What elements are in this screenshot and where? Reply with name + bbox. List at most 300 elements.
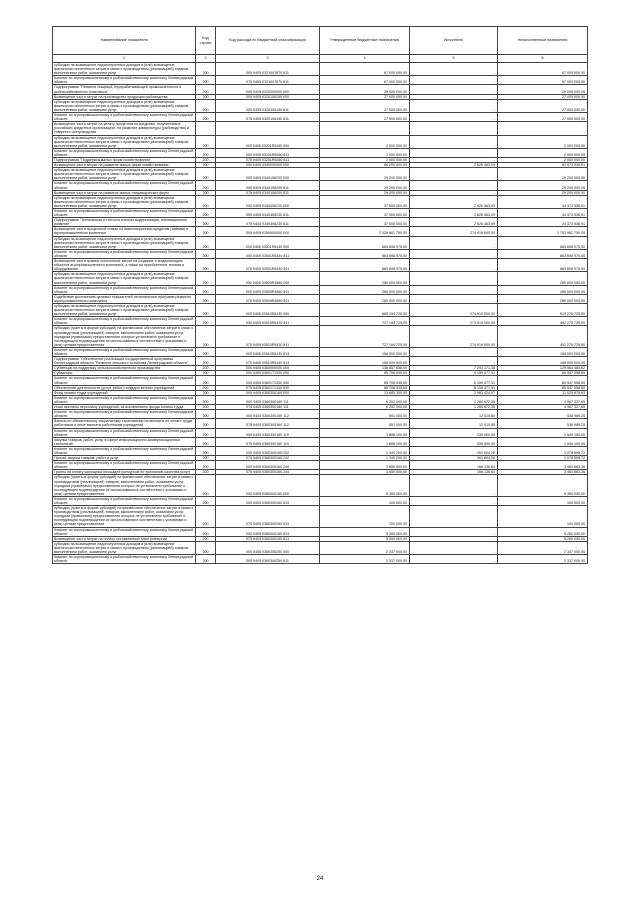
row-kbk: 075 0405 0360300160 813: [216, 536, 320, 541]
table-row: [53, 357, 588, 366]
row-remaining: 280 000 000,00: [498, 294, 588, 303]
row-remaining: 2 000 000,00: [498, 157, 588, 162]
row-code: 200: [196, 168, 216, 181]
table-row: [53, 419, 588, 428]
row-name: Возмещение части затрат на уплату процентов по кредитам, полученным в российских кредитных организациях, на развитие аквакультуры (рыбоводства) и товарного осетроводства: [53, 122, 196, 135]
row-name: субсидии на возмещение недополученных доходов и (или) возмещение фактически понесенных затрат в связи с производством (реализацией) товаров, выполнением работ, оказанием услуг: [53, 99, 196, 112]
row-executed: 5 159 477,31: [410, 371, 498, 376]
row-code: 200: [196, 326, 216, 347]
column-number: 4: [320, 55, 410, 63]
row-code: 200: [196, 437, 216, 446]
row-name: субсидии на возмещение недополученных доходов и (или) возмещение фактически понесенных затрат в связи с производством (реализацией) товаров, выполнением работ, оказанием услуг: [53, 63, 196, 76]
header-executed: Исполнено: [410, 27, 498, 55]
row-remaining: 1 078 595,72: [498, 456, 588, 461]
table-row: [53, 428, 588, 437]
row-code: 200: [196, 527, 216, 536]
row-kbk: 075 0405 0340406230 811: [216, 218, 320, 227]
row-kbk: 000 0405 0360171330 000: [216, 371, 320, 376]
row-name: Подпрограмма "Развитие пищевой, перерабатывающей промышленности и рыбохозяйственного комплекса": [53, 85, 196, 94]
row-remaining: 158 000 000,00: [498, 357, 588, 366]
table-row: [53, 195, 588, 208]
row-code: 200: [196, 94, 216, 99]
row-name: Комитет по агропромышленному и рыбохозяйственному комплексу Ленинградской области: [53, 410, 196, 419]
row-approved: 100 000,00: [320, 506, 410, 527]
table-row: [53, 135, 588, 148]
row-code: 200: [196, 506, 216, 527]
row-approved: 85 706 535,00: [320, 376, 410, 385]
row-name: Комитет по агропромышленному и рыбохозяйственному комплексу Ленинградской области: [53, 285, 196, 294]
row-executed: -: [410, 496, 498, 505]
table-row: [53, 475, 588, 496]
row-code: 200: [196, 236, 216, 249]
row-name: Комитет по агропромышленному и рыбохозяйственному комплексу Ленинградской области: [53, 249, 196, 258]
row-code: [196, 122, 216, 135]
row-code: 200: [196, 195, 216, 208]
row-approved: 280 000 000,00: [320, 285, 410, 294]
row-code: 200: [196, 395, 216, 404]
row-kbk: 000 0405 0340000000 000: [216, 163, 320, 168]
row-kbk: 075 0405 0360300160 111: [216, 405, 320, 410]
row-remaining: 67 000 000,00: [498, 63, 588, 76]
table-row: [53, 317, 588, 326]
row-name: Комитет по агропромышленному и рыбохозяйственному комплексу Ленинградской области: [53, 113, 196, 122]
table-row: [53, 249, 588, 258]
row-code: 200: [196, 496, 216, 505]
row-kbk: 000 0405 0360300160 119: [216, 428, 320, 437]
table-row: [53, 294, 588, 303]
row-approved: 66 200 000,00: [320, 163, 410, 168]
row-code: 200: [196, 541, 216, 554]
row-name: Комитет по агропромышленному и рыбохозяйственному комплексу Ленинградской области: [53, 428, 196, 437]
row-approved: 27 000 000,00: [320, 113, 410, 122]
table-row: [53, 218, 588, 227]
row-code: 200: [196, 181, 216, 190]
row-name: Комитет по агропромышленному и рыбохозяйственному комплексу Ленинградской области: [53, 446, 196, 455]
row-remaining: 27 000 000,00: [498, 99, 588, 112]
row-name: субсидии (гранты в форме субсидий) на финансовое обеспечение затрат в связи с производством (реализацией) товаров, выполнением работ, оказанием услуг, порядком (правилами) предоставления которых не установлено требование о последующем подтверждении их использования в соответствии с условиями и (или) целями предоставления: [53, 506, 196, 527]
row-code: 200: [196, 76, 216, 85]
row-code: 200: [196, 285, 216, 294]
row-approved: 158 000 000,00: [320, 347, 410, 356]
row-executed: 2 626 463,09: [410, 163, 498, 168]
table-row: [53, 181, 588, 190]
row-code: 200: [196, 157, 216, 162]
row-executed: -: [410, 190, 498, 195]
row-executed: 274 919 000,00: [410, 317, 498, 326]
row-name: Фонд оплаты труда учреждений: [53, 390, 196, 395]
row-remaining: 63 573 536,91: [498, 163, 588, 168]
row-remaining: 158 000 000,00: [498, 347, 588, 356]
row-kbk: 000 0405 03505R4560 000: [216, 272, 320, 285]
row-code: 200: [196, 63, 216, 76]
row-code: 200: [196, 555, 216, 564]
row-kbk: 000 0405 0321007870 811: [216, 63, 320, 76]
row-approved: 29 200 000,00: [320, 190, 410, 195]
row-kbk: 000 0405 0320108190 000: [216, 94, 320, 99]
table-row: [53, 437, 588, 446]
row-executed: 339 000,00: [410, 437, 498, 446]
row-kbk: 000 0405 0350000000 000: [216, 227, 320, 236]
row-name: Комитет по агропромышленному и рыбохозяйственному комплексу Ленинградской области: [53, 376, 196, 385]
row-executed: -: [410, 555, 498, 564]
row-name: Комитет по агропромышленному и рыбохозяйственному комплексу Ленинградской области: [53, 347, 196, 356]
row-executed: 274 919 000,00: [410, 303, 498, 316]
row-approved: 67 000 000,00: [320, 76, 410, 85]
row-kbk: 000 0405 0360171330 530: [216, 376, 320, 385]
row-name: Подпрограмма "Обеспечение реализации государственной программы Ленинградской области "Развитие сельского хозяйства Ленинградской области": [53, 357, 196, 366]
row-approved: 280 000 000,00: [320, 272, 410, 285]
row-remaining: 34 373 536,91: [498, 209, 588, 218]
row-code: 200: [196, 259, 216, 272]
row-approved: 2 337 000,00: [320, 541, 410, 554]
row-approved: 2 000 000,00: [320, 148, 410, 157]
header-kbk-code: Код расхода по бюджетной классификации: [216, 27, 320, 55]
row-remaining: 27 000 000,00: [498, 94, 588, 99]
row-code: 200: [196, 376, 216, 385]
row-code: 200: [196, 227, 216, 236]
row-kbk: 000 0405 0360306250 000: [216, 541, 320, 554]
row-remaining: 27 000 000,00: [498, 113, 588, 122]
row-code: 200: [196, 113, 216, 122]
row-kbk: 000 0405 0360300160 242: [216, 446, 320, 455]
row-code: 200: [196, 385, 216, 390]
row-remaining: 80 547 058,69: [498, 376, 588, 385]
table-row: [53, 227, 588, 236]
table-row: [53, 347, 588, 356]
row-name: Комитет по агропромышленному и рыбохозяйственному комплексу Ленинградской области: [53, 209, 196, 218]
row-remaining: 1 078 595,72: [498, 446, 588, 455]
row-executed: -: [410, 236, 498, 249]
row-code: 200: [196, 419, 216, 428]
row-kbk: 000 0405 0320108190 811: [216, 99, 320, 112]
row-remaining: 452 275 725,00: [498, 317, 588, 326]
row-remaining: 3 483 863,36: [498, 470, 588, 475]
row-approved: 863 698 975,00: [320, 236, 410, 249]
table-row: [53, 122, 588, 135]
row-kbk: 075 0405 0360300160 633: [216, 506, 320, 527]
row-kbk: 075 0405 0320108190 811: [216, 113, 320, 122]
row-name: Комитет по агропромышленному и рыбохозяйственному комплексу Ленинградской области: [53, 395, 196, 404]
row-executed: 5 159 477,31: [410, 385, 498, 390]
row-kbk: 075 0405 03501R5440 811: [216, 259, 320, 272]
table-row: [53, 285, 588, 294]
row-approved: 29 200 000,00: [320, 168, 410, 181]
column-number-row: [53, 55, 588, 63]
row-executed: 12 010,80: [410, 410, 498, 419]
row-code: 200: [196, 405, 216, 410]
row-executed: -: [410, 148, 498, 157]
row-approved: 27 000 000,00: [320, 99, 410, 112]
row-kbk: 000 0405 03201R5260 000: [216, 135, 320, 148]
row-name: Комитет по агропромышленному и рыбохозяйственному комплексу Ленинградской области: [53, 317, 196, 326]
row-name: субсидии на возмещение недополученных доходов и (или) возмещение фактически понесенных затрат в связи с производством (реализацией) товаров, выполнением работ, оказанием услуг: [53, 236, 196, 249]
row-code: 200: [196, 446, 216, 455]
row-remaining: 2 000 000,00: [498, 148, 588, 157]
row-approved: 727 194 725,00: [320, 317, 410, 326]
row-remaining: 3 483 863,36: [498, 461, 588, 470]
row-executed: 166 136,64: [410, 461, 498, 470]
row-remaining: [498, 122, 588, 135]
row-kbk: 000 0405 03505R4560 811: [216, 285, 320, 294]
row-approved: 27 000 000,00: [320, 94, 410, 99]
row-executed: 7 293 171,38: [410, 366, 498, 371]
row-approved: 2 028 881 750,00: [320, 227, 410, 236]
row-remaining: 100 000,00: [498, 496, 588, 505]
row-code: 200: [196, 536, 216, 541]
row-approved: 1 888 100,00: [320, 428, 410, 437]
row-kbk: 075 0405 0360300160 242: [216, 456, 320, 461]
row-code: 200: [196, 163, 216, 168]
table-row: [53, 99, 588, 112]
row-approved: 5 360 000,00: [320, 475, 410, 496]
row-executed: -: [410, 168, 498, 181]
header-remaining: Неисполненные назначения: [498, 27, 588, 55]
row-code: 200: [196, 456, 216, 461]
row-remaining: 34 373 536,91: [498, 218, 588, 227]
row-approved: 3 650 000,00: [320, 470, 410, 475]
row-approved: 13 685 300,00: [320, 390, 410, 395]
row-executed: -: [410, 63, 498, 76]
header-row-code: Код строки: [196, 27, 216, 55]
row-name: Гранты на оплату жилищных площадей (конкурсов по признанию качества услуг): [53, 470, 196, 475]
row-name: субсидии на возмещение недополученных доходов и (или) возмещение фактически понесенных затрат в связи с производством (реализацией) товаров, выполнением работ, оказанием услуг: [53, 303, 196, 316]
row-name: Комитет по агропромышленному и рыбохозяйственному комплексу Ленинградской области: [53, 461, 196, 470]
row-remaining: 538 989,20: [498, 419, 588, 428]
table-row: [53, 259, 588, 272]
row-name: Комитет по агропромышленному и рыбохозяйственному комплексу Ленинградской области: [53, 527, 196, 536]
row-code: 200: [196, 461, 216, 470]
row-executed: -: [410, 475, 498, 496]
row-approved: 37 000 000,00: [320, 218, 410, 227]
row-name: субсидии на возмещение недополученных доходов и (или) возмещение фактически понесенных затрат в связи с производством (реализацией) товаров, выполнением работ, оказанием услуг: [53, 272, 196, 285]
row-kbk: 000 0405 03510R5430 811: [216, 317, 320, 326]
row-name: Возмещение части затрат на развитие малых птицеводческих ферм: [53, 190, 196, 195]
row-approved: 67 000 000,00: [320, 63, 410, 76]
row-name: Прочая закупка товаров, работ и услуг: [53, 456, 196, 461]
row-approved: 37 000 000,00: [320, 195, 410, 208]
row-approved: 2 000 000,00: [320, 157, 410, 162]
table-row: [53, 376, 588, 385]
row-code: 200: [196, 249, 216, 258]
row-executed: 2 626 463,09: [410, 209, 498, 218]
row-executed: -: [410, 85, 498, 94]
row-remaining: 67 000 000,00: [498, 76, 588, 85]
row-kbk: 000 0405 03501R5440 811: [216, 249, 320, 258]
row-remaining: 5 260 000,00: [498, 536, 588, 541]
row-code: 200: [196, 99, 216, 112]
table-row: [53, 209, 588, 218]
row-approved: 100 000,00: [320, 496, 410, 505]
column-number: 6: [498, 55, 588, 63]
row-executed: [410, 122, 498, 135]
row-remaining: 34 373 536,91: [498, 195, 588, 208]
row-executed: -: [410, 506, 498, 527]
row-remaining: 863 698 975,00: [498, 249, 588, 258]
row-kbk: 075 0405 0340106200 811: [216, 190, 320, 195]
row-name: Подпрограмма "Техническая и технологическая модернизация, инновационное развитие": [53, 218, 196, 227]
row-name: субсидии на возмещение недополученных доходов и (или) возмещение фактически понесенных затрат в связи с производством (реализацией) товаров, выполнением работ, оказанием услуг: [53, 168, 196, 181]
row-executed: -: [410, 541, 498, 554]
row-name: субсидии на возмещение недополученных доходов и (или) возмещение фактически понесенных затрат в связи с производством (реализацией) товаров, выполнением работ, оказанием услуг: [53, 541, 196, 554]
row-name: субсидии (гранты в форме субсидий) на финансовое обеспечение затрат в связи с производством (реализацией) товаров, выполнением работ, оказанием услуг, порядком (правилами) предоставления которых установлено требование о последующем подтверждении их использования в соответствии с условиями и (или) целями предоставления: [53, 326, 196, 347]
row-code: 200: [196, 218, 216, 227]
row-remaining: 280 000 000,00: [498, 285, 588, 294]
row-remaining: 1 753 962 750,00: [498, 227, 588, 236]
header-indicator-name: Наименование показателя: [53, 27, 196, 55]
row-executed: -: [410, 357, 498, 366]
row-executed: 261 604,28: [410, 446, 498, 455]
row-approved: 1 340 200,00: [320, 456, 410, 461]
row-code: 200: [196, 272, 216, 285]
row-kbk: 000 0405 0360300160 813: [216, 527, 320, 536]
row-executed: -: [410, 285, 498, 294]
row-kbk: 075 0405 0360171330 530: [216, 385, 320, 390]
table-row: [53, 63, 588, 76]
row-kbk: 000 0405 0360300160 112: [216, 410, 320, 419]
table-row: [53, 506, 588, 527]
row-code: 200: [196, 366, 216, 371]
table-row: [53, 236, 588, 249]
row-executed: -: [410, 259, 498, 272]
row-kbk: 075 0405 03510R5430 811: [216, 326, 320, 347]
table-row: [53, 461, 588, 470]
row-remaining: 11 620 875,93: [498, 390, 588, 395]
row-approved: 6 252 000,00: [320, 405, 410, 410]
row-remaining: 29 200 000,00: [498, 168, 588, 181]
row-executed: 261 604,28: [410, 456, 498, 461]
row-name: Содействие достижению целевых показателей региональных программ развития агропромышленного комплекса: [53, 294, 196, 303]
row-executed: -: [410, 113, 498, 122]
row-code: 200: [196, 428, 216, 437]
row-name: Комитет по агропромышленному и рыбохозяйственному комплексу Ленинградской области: [53, 148, 196, 157]
table-row: [53, 395, 588, 404]
row-kbk: [216, 122, 320, 135]
row-kbk: 000 0405 03501R5440 000: [216, 236, 320, 249]
row-approved: 158 000 000,00: [320, 357, 410, 366]
row-executed: 1 284 672,35: [410, 405, 498, 410]
row-remaining: 4 967 327,65: [498, 395, 588, 404]
row-remaining: 2 337 000,00: [498, 541, 588, 554]
row-approved: 85 706 535,00: [320, 385, 410, 390]
row-code: 200: [196, 357, 216, 366]
row-approved: 551 000,00: [320, 410, 410, 419]
row-name: Возмещение части затрат на оплату поставляемой электроэнергии: [53, 536, 196, 541]
row-kbk: 000 0405 0340106200 000: [216, 168, 320, 181]
row-executed: 12 010,80: [410, 419, 498, 428]
row-remaining: 610 275 725,00: [498, 303, 588, 316]
row-remaining: 129 564 484,62: [498, 366, 588, 371]
row-executed: -: [410, 294, 498, 303]
row-kbk: 000 0405 0340106200 811: [216, 181, 320, 190]
row-kbk: 075 0405 03510R5430 813: [216, 357, 320, 366]
row-approved: 3 650 000,00: [320, 461, 410, 470]
row-approved: 863 698 975,00: [320, 259, 410, 272]
row-remaining: 538 989,20: [498, 410, 588, 419]
row-approved: 280 000 000,00: [320, 294, 410, 303]
row-executed: -: [410, 135, 498, 148]
row-remaining: 29 000 000,00: [498, 85, 588, 94]
row-executed: -: [410, 536, 498, 541]
row-code: 200: [196, 390, 216, 395]
table-row: [53, 527, 588, 536]
row-name: субсидии (гранты в форме субсидий) на финансовое обеспечение затрат в связи с производством (реализацией) товаров, выполнением работ, оказанием услуг, порядком (правилами) предоставления которых не установлено требование о последующем подтверждении их использования в соответствии с условиями и (или) целями предоставления: [53, 475, 196, 496]
row-name: Иные выплаты персоналу учреждений, за исключением фонда оплаты труда: [53, 405, 196, 410]
budget-report-sheet: [52, 26, 587, 564]
row-kbk: 075 0405 0360300160 112: [216, 419, 320, 428]
row-remaining: 5 360 000,00: [498, 475, 588, 496]
table-row: [53, 148, 588, 157]
table-header-row: [53, 27, 588, 55]
row-executed: 339 000,00: [410, 428, 498, 437]
row-executed: -: [410, 347, 498, 356]
row-code: 200: [196, 135, 216, 148]
row-name: Комитет по агропромышленному и рыбохозяйственному комплексу Ленинградской области: [53, 555, 196, 564]
row-code: 200: [196, 85, 216, 94]
row-kbk: 075 0405 03201R5260 811: [216, 157, 320, 162]
row-approved: 85 706 535,00: [320, 371, 410, 376]
table-row: [53, 76, 588, 85]
row-approved: 727 194 725,00: [320, 326, 410, 347]
table-row: [53, 446, 588, 455]
row-remaining: 1 549 100,00: [498, 428, 588, 437]
row-name: Возмещение части затрат на производство продукции рыбоводства: [53, 94, 196, 99]
row-executed: 2 626 463,09: [410, 195, 498, 208]
row-approved: 37 000 000,00: [320, 209, 410, 218]
row-code: 200: [196, 347, 216, 356]
row-code: 200: [196, 303, 216, 316]
row-approved: 1 888 100,00: [320, 437, 410, 446]
row-remaining: 100 000,00: [498, 506, 588, 527]
row-kbk: 000 0405 03510R5430 000: [216, 303, 320, 316]
row-name: Комитет по агропромышленному и рыбохозяйственному комплексу Ленинградской области: [53, 76, 196, 85]
table-row: [53, 496, 588, 505]
row-kbk: 000 0405 03201R5260 811: [216, 148, 320, 157]
row-executed: -: [410, 76, 498, 85]
row-remaining: 2 337 000,00: [498, 555, 588, 564]
column-number: 2: [196, 55, 216, 63]
row-code: 200: [196, 317, 216, 326]
row-kbk: 000 0405 0360000000 000: [216, 366, 320, 371]
row-executed: -: [410, 157, 498, 162]
row-approved: 5 260 000,00: [320, 536, 410, 541]
row-executed: 2 626 463,09: [410, 218, 498, 227]
row-executed: 274 919 000,00: [410, 326, 498, 347]
table-row: [53, 168, 588, 181]
header-approved: Утвержденные бюджетные назначения: [320, 27, 410, 55]
row-remaining: 80 547 058,69: [498, 385, 588, 390]
row-executed: 274 919 000,00: [410, 227, 498, 236]
budget-execution-table: [52, 26, 588, 564]
row-kbk: 075 0405 0360300160 119: [216, 437, 320, 446]
row-remaining: 2 000 000,00: [498, 135, 588, 148]
row-code: 200: [196, 470, 216, 475]
row-kbk: 000 0405 0320000000 000: [216, 85, 320, 94]
row-name: Субвенции на поддержку сельскохозяйственного производства: [53, 366, 196, 371]
row-name: Подпрограмма "Поддержка малых форм хозяйствования": [53, 157, 196, 162]
row-remaining: 80 547 058,69: [498, 371, 588, 376]
row-approved: 2 000 000,00: [320, 135, 410, 148]
table-body: [53, 63, 588, 564]
row-remaining: 29 200 000,00: [498, 190, 588, 195]
row-kbk: 075 0405 0321007870 811: [216, 76, 320, 85]
column-number: 3: [216, 55, 320, 63]
row-kbk: 075 0405 03505R4560 811: [216, 294, 320, 303]
table-row: [53, 85, 588, 94]
row-code: 200: [196, 294, 216, 303]
row-kbk: 000 0405 0360300160 000: [216, 390, 320, 395]
table-row: [53, 541, 588, 554]
row-name: Комитет по агропромышленному и рыбохозяйственному комплексу Ленинградской области: [53, 181, 196, 190]
